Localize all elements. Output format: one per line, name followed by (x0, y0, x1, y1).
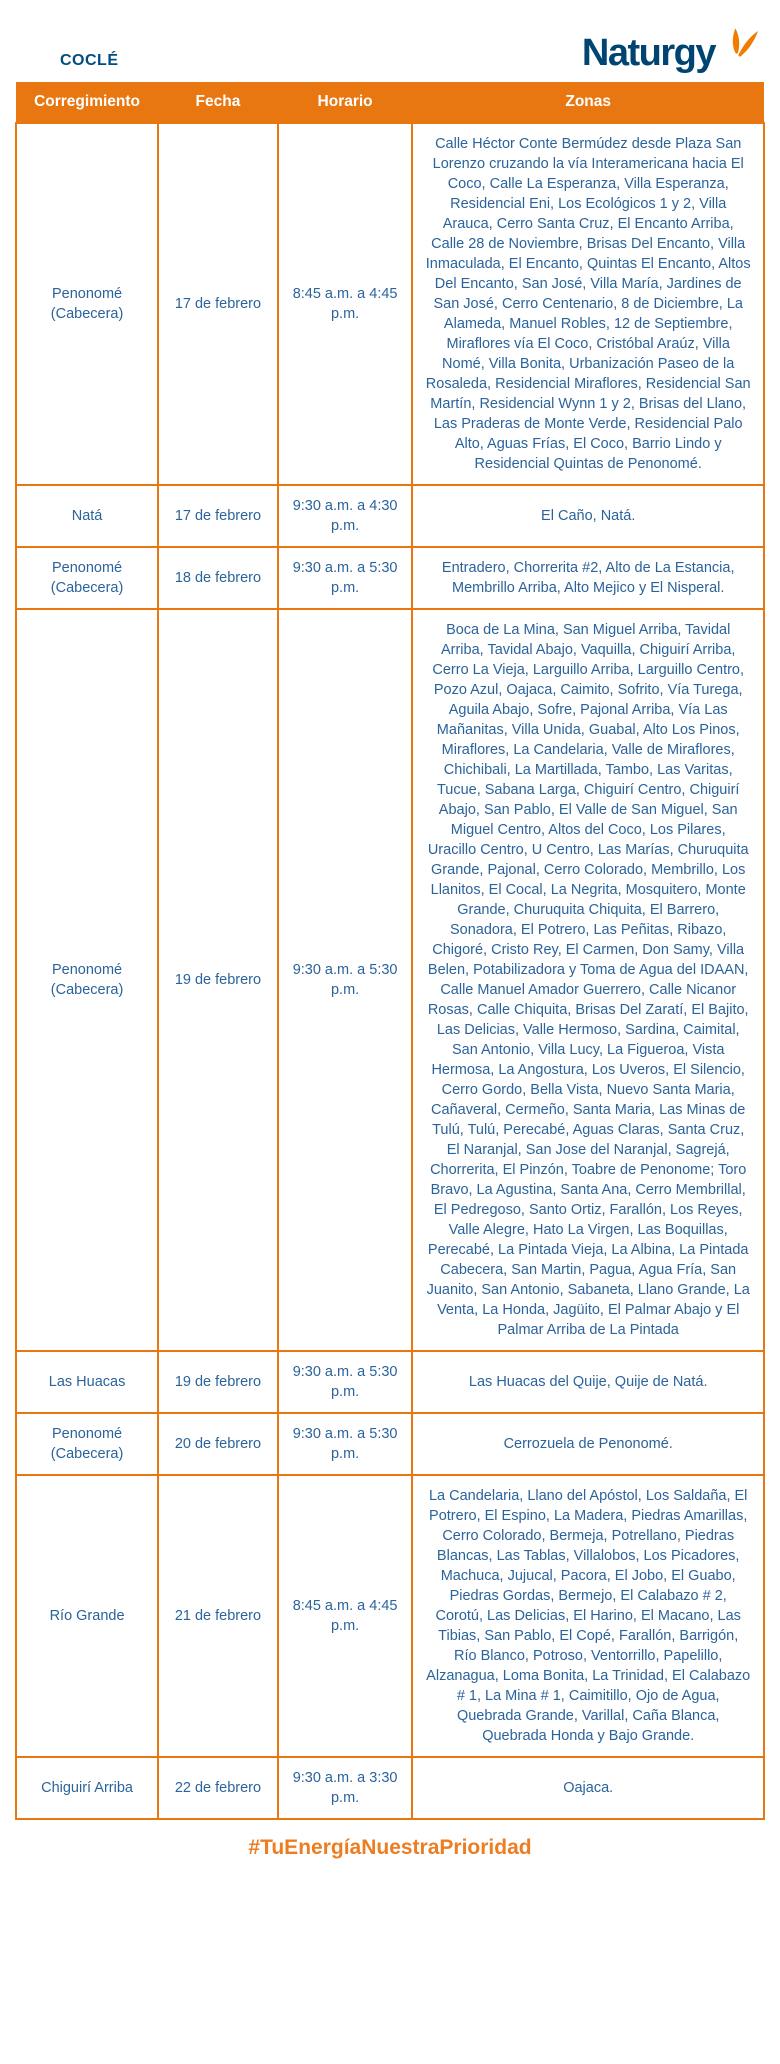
footer-hashtag: #TuEnergíaNuestraPrioridad (248, 1836, 532, 1859)
zonas-cell: Oajaca. (412, 1757, 764, 1819)
zonas-cell: Las Huacas del Quije, Quije de Natá. (412, 1351, 764, 1413)
fecha-cell: 22 de febrero (158, 1757, 278, 1819)
table-row (16, 1757, 764, 1819)
zonas-cell: Entradero, Chorrerita #2, Alto de La Estancia, Membrillo Arriba, Alto Mejico y El Nisperal. (412, 547, 764, 609)
corregimiento-cell: Penonomé (Cabecera) (16, 123, 158, 485)
table-row (16, 547, 764, 609)
corregimiento-cell: Chiguirí Arriba (16, 1757, 158, 1819)
table-row (16, 609, 764, 1351)
horario-cell: 9:30 a.m. a 5:30 p.m. (278, 609, 413, 1351)
naturgy-wordmark: Naturgy (581, 32, 715, 74)
horario-cell: 8:45 a.m. a 4:45 p.m. (278, 1475, 413, 1757)
column-header-horario: Horario (278, 82, 413, 123)
corregimiento-cell: Penonomé (Cabecera) (16, 609, 158, 1351)
table-row (16, 1351, 764, 1413)
zonas-cell: Cerrozuela de Penonomé. (412, 1413, 764, 1475)
zonas-cell: La Candelaria, Llano del Apóstol, Los Saldaña, El Potrero, El Espino, La Madera, Piedras Amarillas, Cerro Colorado, Bermeja, Potrellano, Piedras Blancas, Las Tablas, Villalobos, Los Picadores, Machuca, Jujucal, Pacora, El Jobo, El Guabo, Piedras Gordas, Bermejo, El Calabazo # 2, Corotú, Las Delicias, El Harino, El Macano, Las Tibias, San Pablo, El Copé, Farallón, Barrigón, Río Blanco, Potroso, Ventorrillo, Papelillo, Alzanagua, Loma Bonita, La Trinidad, El Calabazo # 1, La Mina # 1, Caimitillo, Ojo de Agua, Quebrada Grande, Varillal, Caña Blanca, Quebrada Honda y Bajo Grande. (412, 1475, 764, 1757)
fecha-cell: 20 de febrero (158, 1413, 278, 1475)
horario-cell: 9:30 a.m. a 5:30 p.m. (278, 1351, 413, 1413)
fecha-cell: 18 de febrero (158, 547, 278, 609)
zonas-cell: Calle Héctor Conte Bermúdez desde Plaza San Lorenzo cruzando la vía Interamericana hacia El Coco, Calle La Esperanza, Villa Esperanza, Residencial Eni, Los Ecológicos 1 y 2, Villa Arauca, Cerro Santa Cruz, El Encanto Arriba, Calle 28 de Noviembre, Brisas Del Encanto, Villa Inmaculada, El Encanto, Quintas El Encanto, Altos Del Encanto, San José, Villa María, Jardines de San José, Cerro Centenario, 8 de Diciembre, La Alameda, Manuel Robles, 12 de Septiembre, Miraflores vía El Coco, Cristóbal Araúz, Villa Nomé, Villa Bonita, Urbanización Paseo de la Rosaleda, Residencial Miraflores, Residencial San Martín, Residencial Wynn 1 y 2, Brisas del Llano, Las Praderas de Monte Verde, Residencial Palo Alto, Aguas Frías, El Coco, Barrio Lindo y Residencial Quintas de Penonomé. (412, 123, 764, 485)
fecha-cell: 19 de febrero (158, 1351, 278, 1413)
corregimiento-cell: Penonomé (Cabecera) (16, 1413, 158, 1475)
horario-cell: 9:30 a.m. a 5:30 p.m. (278, 1413, 413, 1475)
butterfly-icon (718, 22, 758, 68)
schedule-body (16, 123, 764, 1819)
column-header-zonas: Zonas (412, 82, 764, 123)
region-title: COCLÉ (60, 52, 119, 69)
naturgy-logo (582, 22, 762, 72)
column-header-corregimiento: Corregimiento (16, 82, 158, 123)
zonas-cell: Boca de La Mina, San Miguel Arriba, Tavidal Arriba, Tavidal Abajo, Vaquilla, Chiguirí Arriba, Cerro La Vieja, Larguillo Arriba, Larguillo Centro, Pozo Azul, Oajaca, Caimito, Sofrito, Vía Turega, Aguila Abajo, Sofre, Pajonal Arriba, Vía Las Mañanitas, Villa Unida, Guabal, Alto Los Pinos, Miraflores, La Candelaria, Valle de Miraflores, Chichibali, La Martillada, Tambo, Las Varitas, Tucue, Sabana Larga, Chiguirí Centro, Chiguirí Abajo, San Pablo, El Valle de San Miguel, San Miguel Centro, Altos del Coco, Los Pilares, Uracillo Centro, U Centro, Las Marías, Churuquita Grande, Pajonal, Cerro Colorado, Membrillo, Los Llanitos, El Cocal, La Negrita, Mosquitero, Monte Grande, Churuquita Chiquita, El Barrero, Sonadora, El Potrero, Las Peñitas, Ribazo, Chigoré, Cristo Rey, El Carmen, Don Samy, Villa Belen, Potabilizadora y Toma de Agua del IDAAN, Calle Manuel Amador Guerrero, Calle Nicanor Rosas, Calle Chiquita, Brisas Del Zaratí, El Bajito, Las Delicias, Valle Hermoso, Sardina, Caimital, San Antonio, Villa Lucy, La Figueroa, Vista Hermosa, La Angostura, Los Uveros, El Silencio, Cerro Gordo, Bella Vista, Nuevo Santa Maria, Cañaveral, Cermeño, Santa Maria, Las Minas de Tulú, Tulú, Perecabé, Aguas Claras, Santa Cruz, El Naranjal, San Jose del Naranjal, Sagrejá, Chorrerita, El Pinzón, Toabre de Penonome; Toro Bravo, La Agustina, Santa Ana, Cerro Membrillal, El Pedregoso, Santo Ortiz, Farallón, Los Reyes, Valle Alegre, Hato La Virgen, Las Boquillas, Perecabé, La Pintada Vieja, La Albina, La Pintada Cabecera, San Martin, Pagua, Agua Fría, San Juanito, San Antonio, Sabaneta, Llano Grande, La Venta, La Honda, Jagüito, El Palmar Abajo y El Palmar Arriba de La Pintada (412, 609, 764, 1351)
fecha-cell: 17 de febrero (158, 485, 278, 547)
horario-cell: 9:30 a.m. a 3:30 p.m. (278, 1757, 413, 1819)
table-header-row (16, 82, 764, 123)
zonas-cell: El Caño, Natá. (412, 485, 764, 547)
column-header-fecha: Fecha (158, 82, 278, 123)
corregimiento-cell: Penonomé (Cabecera) (16, 547, 158, 609)
table-row (16, 123, 764, 485)
page-header (0, 0, 780, 82)
horario-cell: 9:30 a.m. a 5:30 p.m. (278, 547, 413, 609)
fecha-cell: 17 de febrero (158, 123, 278, 485)
table-row (16, 485, 764, 547)
corregimiento-cell: Río Grande (16, 1475, 158, 1757)
corregimiento-cell: Natá (16, 485, 158, 547)
table-row (16, 1413, 764, 1475)
table-row (16, 1475, 764, 1757)
outage-schedule-table (15, 82, 765, 1820)
horario-cell: 9:30 a.m. a 4:30 p.m. (278, 485, 413, 547)
horario-cell: 8:45 a.m. a 4:45 p.m. (278, 123, 413, 485)
corregimiento-cell: Las Huacas (16, 1351, 158, 1413)
fecha-cell: 21 de febrero (158, 1475, 278, 1757)
fecha-cell: 19 de febrero (158, 609, 278, 1351)
